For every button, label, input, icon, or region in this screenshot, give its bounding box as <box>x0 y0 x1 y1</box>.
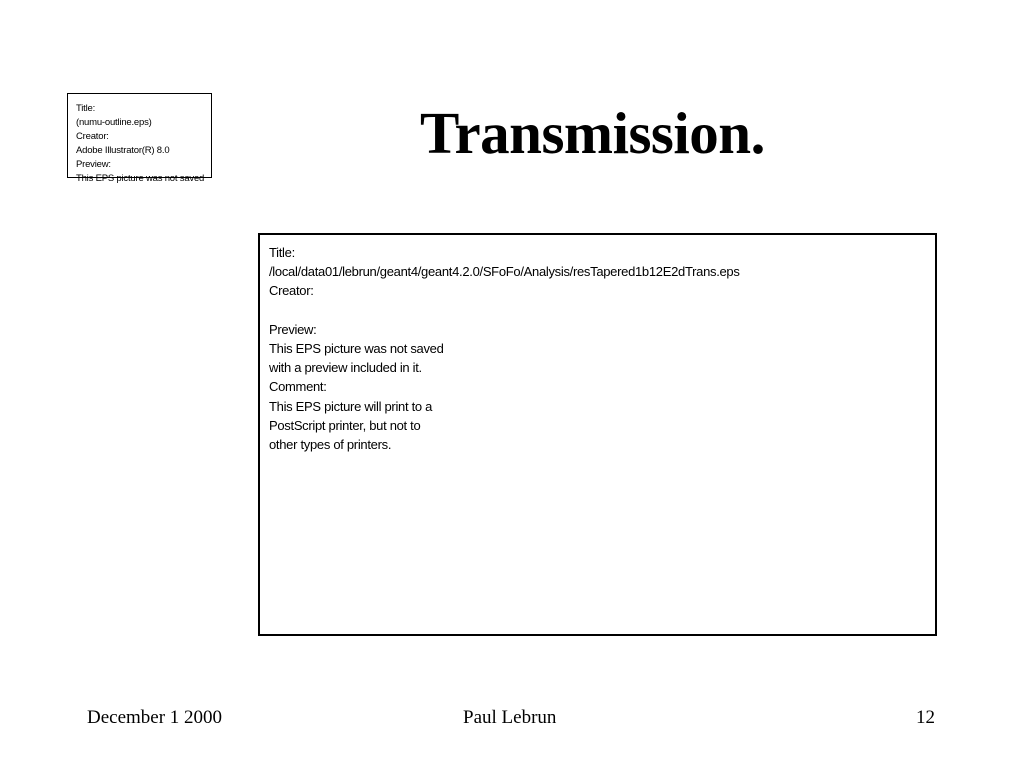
eps-large-line: This EPS picture will print to a <box>269 398 433 414</box>
footer-page-number: 12 <box>916 707 935 728</box>
eps-placeholder-large <box>258 233 937 636</box>
eps-large-line: PostScript printer, but not to <box>269 417 421 433</box>
eps-large-line: Comment: <box>269 379 327 395</box>
eps-large-line: Creator: <box>269 283 314 299</box>
eps-large-line: Preview: <box>269 321 317 337</box>
eps-large-line: other types of printers. <box>269 437 392 453</box>
eps-small-line: (numu-outline.eps) <box>76 117 152 128</box>
eps-large-line <box>269 301 935 320</box>
slide-title: Transmission. <box>420 100 765 166</box>
footer-date: December 1 2000 <box>87 707 223 728</box>
eps-small-line: Title: <box>76 103 96 114</box>
eps-large-line: Title: <box>269 245 295 260</box>
eps-large-line: with a preview included in it. <box>269 360 422 376</box>
eps-small-line: Preview: <box>76 159 111 170</box>
eps-placeholder-small <box>67 93 212 184</box>
eps-small-line: This EPS picture was not saved <box>76 173 205 184</box>
eps-small-line: Adobe Illustrator(R) 8.0 <box>76 145 170 156</box>
eps-small-line: Creator: <box>76 131 109 142</box>
footer-author: Paul Lebrun <box>463 707 557 728</box>
eps-large-line: This EPS picture was not saved <box>269 341 444 356</box>
eps-large-line: /local/data01/lebrun/geant4/geant4.2.0/SFoFo/Analysis/resTapered1b12E2dTrans.eps <box>269 264 740 280</box>
